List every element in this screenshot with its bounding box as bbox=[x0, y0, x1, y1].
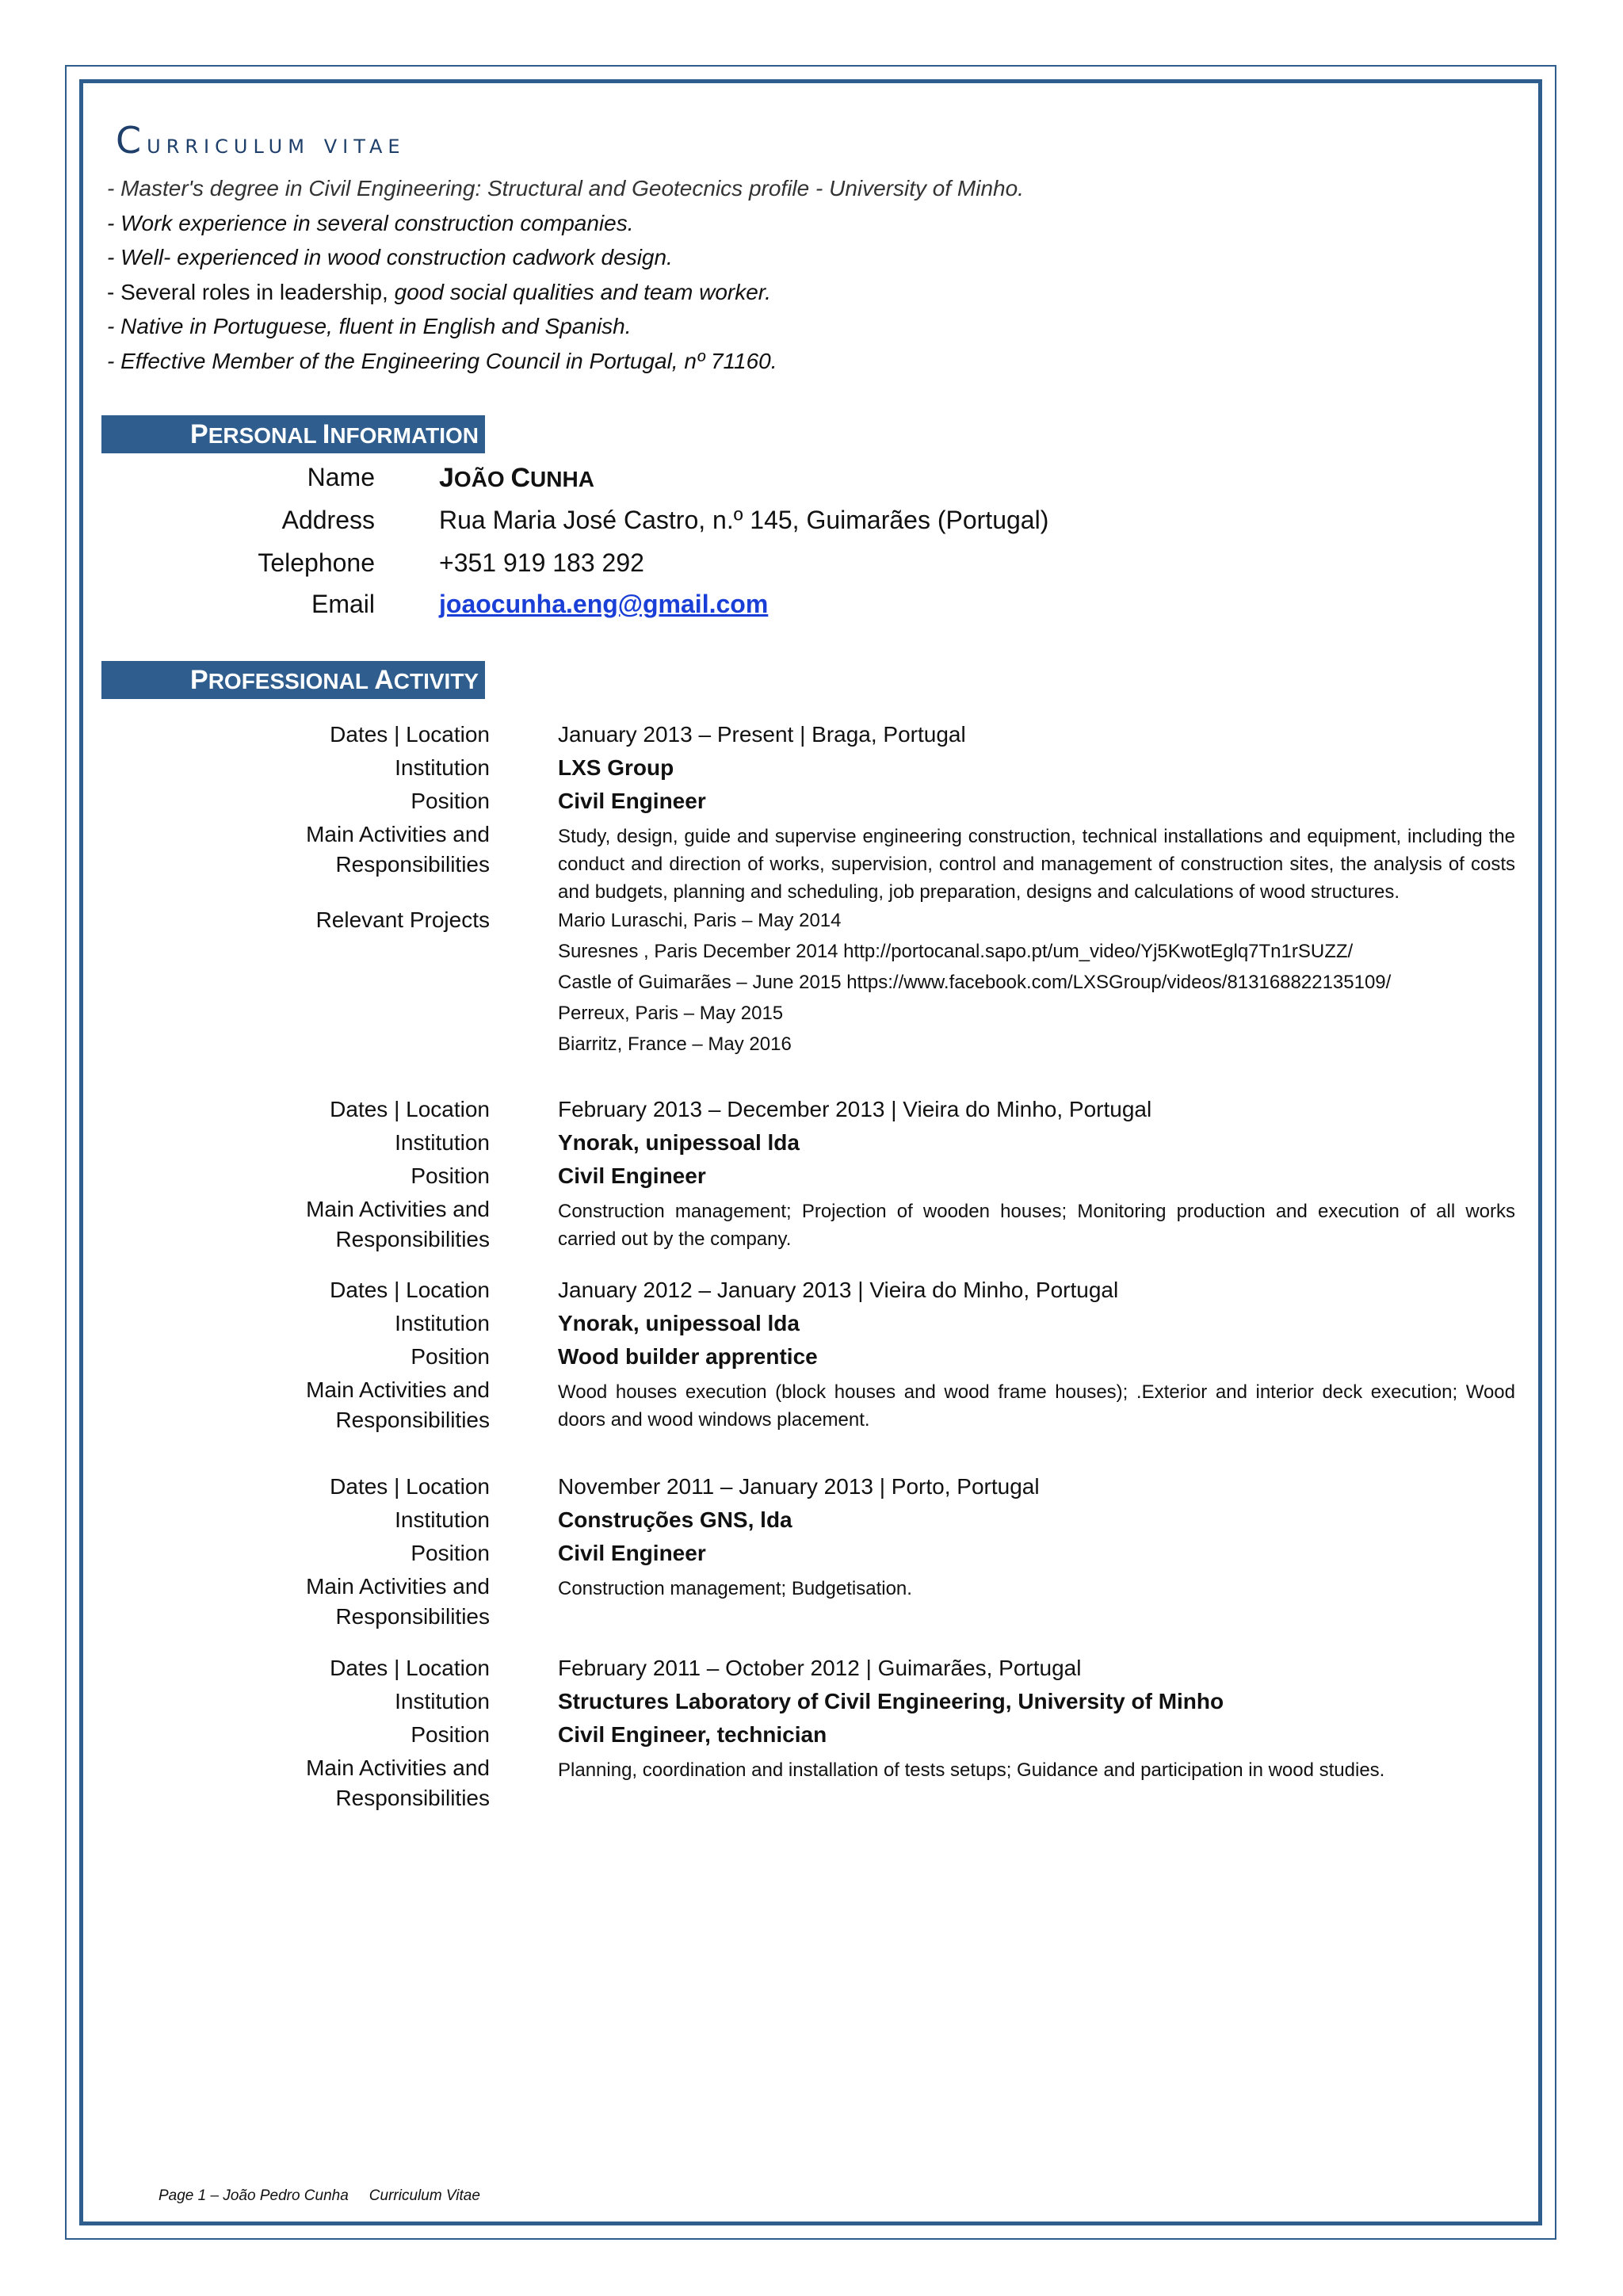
institution-label: Institution bbox=[395, 1130, 490, 1155]
job-position: Civil Engineer, technician bbox=[558, 1722, 827, 1747]
section-personal-information: PERSONAL INFORMATION bbox=[101, 415, 485, 453]
personal-telephone-row bbox=[0, 548, 1623, 590]
email-link[interactable]: joaocunha.eng@gmail.com bbox=[439, 590, 769, 618]
telephone-value: +351 919 183 292 bbox=[439, 548, 644, 577]
section-professional-activity: PROFESSIONAL ACTIVITY bbox=[101, 661, 485, 699]
institution-label: Institution bbox=[395, 1689, 490, 1713]
job-activities: Construction management; Budgetisation. bbox=[558, 1578, 912, 1599]
dates-label: Dates | Location bbox=[330, 1097, 490, 1121]
summary-line: - Master's degree in Civil Engineering: Structural and Geotecnics profile - University of Minho. bbox=[107, 176, 1024, 201]
job-activities: Wood houses execution (block houses and wood frame houses); .Exterior and interior deck execution; Wood doors and wood windows placement. bbox=[558, 1381, 1515, 1431]
job-position: Civil Engineer bbox=[558, 1541, 706, 1565]
project-item: Mario Luraschi, Paris – May 2014 bbox=[558, 910, 842, 931]
email-label: Email bbox=[311, 590, 375, 618]
job-dates: February 2011 – October 2012 | Guimarães, Portugal bbox=[558, 1656, 1082, 1680]
institution-label: Institution bbox=[395, 1311, 490, 1335]
position-label: Position bbox=[411, 1163, 490, 1188]
dates-label: Dates | Location bbox=[330, 1656, 490, 1680]
name-value: JOÃO CUNHA bbox=[439, 463, 594, 493]
institution-label: Institution bbox=[395, 755, 490, 780]
summary bbox=[107, 171, 1454, 378]
job-institution: Ynorak, unipessoal lda bbox=[558, 1130, 800, 1155]
project-item: Castle of Guimarães – June 2015 https://www.facebook.com/LXSGroup/videos/813168822135109/ bbox=[558, 972, 1392, 993]
summary-line: - Work experience in several construction companies. bbox=[107, 210, 634, 235]
job-entry bbox=[0, 1472, 1623, 1635]
dates-label: Dates | Location bbox=[330, 1278, 490, 1302]
job-entry bbox=[0, 1275, 1623, 1438]
job-institution: Structures Laboratory of Civil Engineering, University of Minho bbox=[558, 1689, 1224, 1713]
job-dates: January 2012 – January 2013 | Vieira do Minho, Portugal bbox=[558, 1278, 1119, 1302]
personal-name-row bbox=[0, 463, 1623, 504]
job-position: Wood builder apprentice bbox=[558, 1344, 818, 1369]
activities-label: Main Activities and Responsibilities bbox=[306, 822, 490, 877]
personal-address-row bbox=[0, 506, 1623, 547]
job-position: Civil Engineer bbox=[558, 789, 706, 813]
job-position: Civil Engineer bbox=[558, 1163, 706, 1188]
projects-list bbox=[558, 905, 1541, 1060]
dates-label: Dates | Location bbox=[330, 1474, 490, 1499]
job-activities: Study, design, guide and supervise engineering construction, technical installations and equipment, including the conduct and direction of works, supervision, control and management of construction sites, the analysis of costs and budgets, planning and scheduling, job preparation, designs and calculations of wood structures. bbox=[558, 826, 1515, 903]
footer-page: Page 1 – João Pedro Cunha bbox=[158, 2187, 349, 2204]
project-item: Biarritz, France – May 2016 bbox=[558, 1033, 792, 1055]
institution-label: Institution bbox=[395, 1507, 490, 1532]
position-label: Position bbox=[411, 789, 490, 813]
summary-line: - Effective Member of the Engineering Council in Portugal, nº 71160. bbox=[107, 348, 777, 373]
job-institution: Construções GNS, lda bbox=[558, 1507, 792, 1532]
activities-label: Main Activities and Responsibilities bbox=[306, 1755, 490, 1810]
page-footer bbox=[158, 2187, 480, 2205]
position-label: Position bbox=[411, 1722, 490, 1747]
telephone-label: Telephone bbox=[258, 548, 375, 577]
name-label: Name bbox=[307, 463, 375, 491]
job-entry bbox=[0, 720, 1623, 1064]
activities-label: Main Activities and Responsibilities bbox=[306, 1574, 490, 1629]
project-item: Perreux, Paris – May 2015 bbox=[558, 1003, 784, 1024]
job-dates: February 2013 – December 2013 | Vieira do Minho, Portugal bbox=[558, 1097, 1152, 1121]
footer-doc: Curriculum Vitae bbox=[369, 2187, 480, 2204]
job-activities: Construction management; Projection of wooden houses; Monitoring production and execution of all works carried out by the company. bbox=[558, 1201, 1515, 1250]
job-dates: November 2011 – January 2013 | Porto, Portugal bbox=[558, 1474, 1040, 1499]
project-item: Suresnes , Paris December 2014 http://portocanal.sapo.pt/um_video/Yj5KwotEglq7Tn1rSUZZ/ bbox=[558, 941, 1354, 962]
job-institution: Ynorak, unipessoal lda bbox=[558, 1311, 800, 1335]
dates-label: Dates | Location bbox=[330, 722, 490, 747]
summary-line: - Several roles in leadership, good social qualities and team worker. bbox=[107, 279, 771, 304]
job-activities: Planning, coordination and installation of tests setups; Guidance and participation in wood studies. bbox=[558, 1759, 1385, 1781]
cv-title: Curriculum vitae bbox=[116, 119, 406, 162]
address-value: Rua Maria José Castro, n.º 145, Guimarães (Portugal) bbox=[439, 506, 1049, 534]
job-entry bbox=[0, 1653, 1623, 1817]
summary-line: - Native in Portuguese, fluent in English and Spanish. bbox=[107, 314, 632, 338]
job-dates: January 2013 – Present | Braga, Portugal bbox=[558, 722, 966, 747]
address-label: Address bbox=[281, 506, 375, 534]
position-label: Position bbox=[411, 1344, 490, 1369]
personal-email-row bbox=[0, 590, 1623, 631]
position-label: Position bbox=[411, 1541, 490, 1565]
activities-label: Main Activities and Responsibilities bbox=[306, 1197, 490, 1251]
summary-line: - Well- experienced in wood construction cadwork design. bbox=[107, 245, 673, 269]
projects-label: Relevant Projects bbox=[315, 907, 490, 932]
activities-label: Main Activities and Responsibilities bbox=[306, 1377, 490, 1432]
job-institution: LXS Group bbox=[558, 755, 674, 780]
job-entry bbox=[0, 1095, 1623, 1258]
